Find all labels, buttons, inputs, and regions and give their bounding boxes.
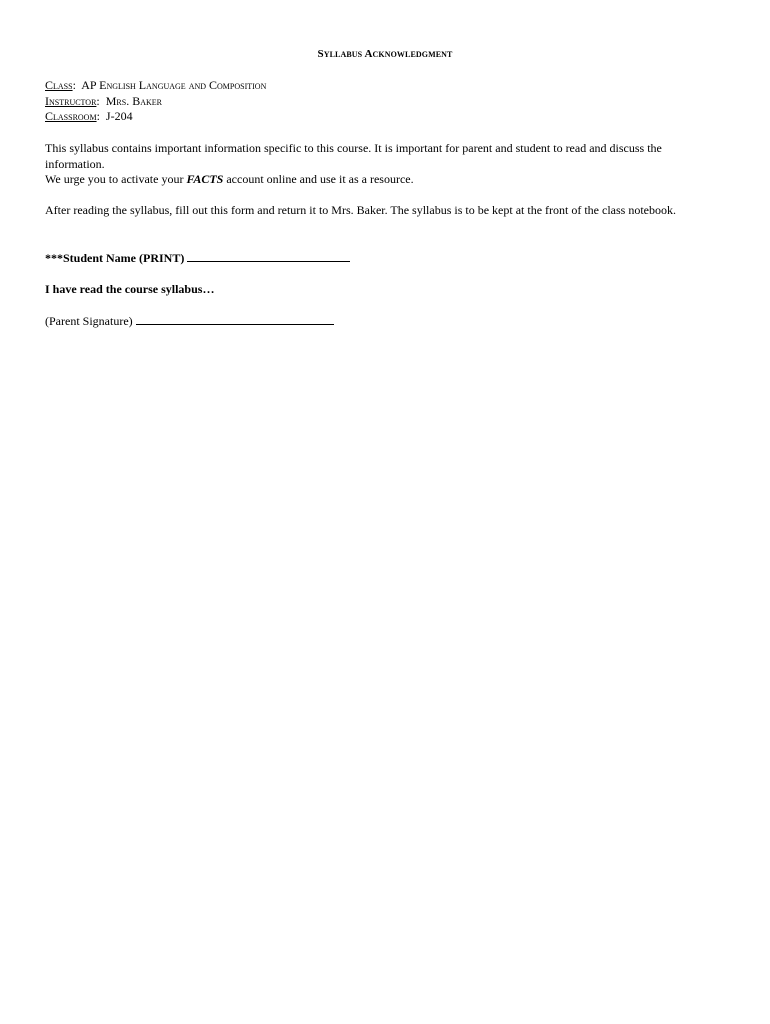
classroom-value: J-204	[105, 109, 133, 123]
document-title: Syllabus Acknowledgment	[317, 48, 453, 60]
read-statement: I have read the course syllabus…	[45, 282, 215, 296]
parent-signature-blank[interactable]	[136, 313, 334, 325]
facts-emphasis: FACTS	[186, 172, 224, 186]
course-info	[45, 78, 266, 125]
instructor-value: Mrs. Baker	[105, 93, 163, 108]
classroom-row: Classroom: J-204	[45, 109, 133, 123]
intro-line-2	[45, 172, 715, 188]
parent-signature-label: (Parent Signature)	[45, 314, 133, 328]
intro-line-2-before: We urge you to activate your	[45, 172, 187, 186]
student-name-label: ***Student Name (PRINT)	[45, 251, 185, 265]
intro-line-1: This syllabus contains important information specific to this course. It is important for parent and student to read and discuss the information.	[45, 141, 662, 171]
class-row: Class: AP English Language and Composition	[45, 78, 267, 92]
class-value: AP English Language and Composition	[81, 78, 267, 92]
instructor-label: Instructor	[45, 93, 97, 108]
instructions-paragraph: After reading the syllabus, fill out this form and return it to Mrs. Baker. The syllabus is to be kept at the front of the class notebook.	[45, 203, 676, 217]
intro-paragraph	[45, 141, 715, 188]
student-name-blank[interactable]	[187, 250, 350, 262]
intro-line-2-after: account online and use it as a resource.	[223, 172, 414, 186]
parent-signature-row	[45, 313, 334, 329]
class-label: Class	[45, 78, 73, 92]
instructor-row: Instructor: Mrs. Baker	[45, 93, 163, 108]
classroom-label: Classroom	[45, 109, 97, 123]
student-name-row	[45, 250, 350, 266]
